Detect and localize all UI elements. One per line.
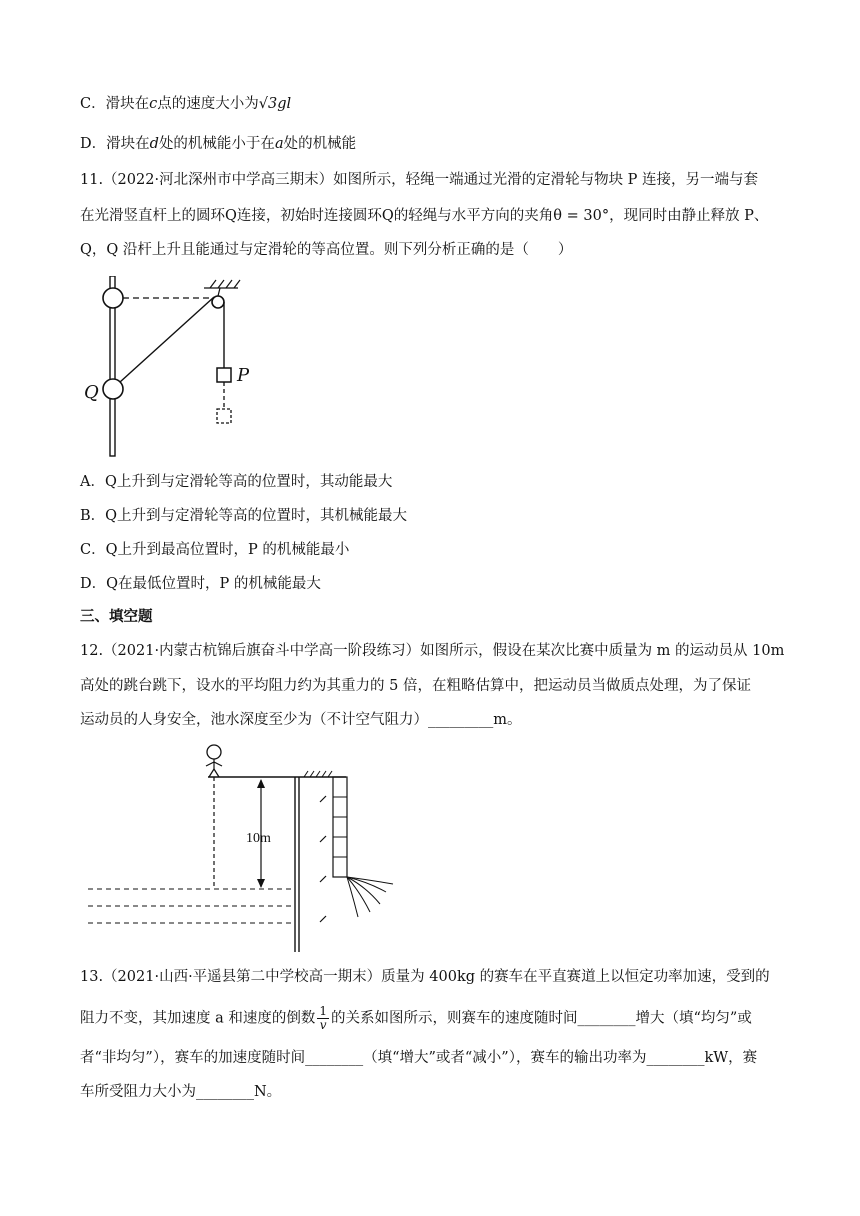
q11-option-c: C．Q上升到最高位置时，P 的机械能最小 [80,542,350,558]
diver-head [207,745,221,759]
q11-stem-line1: 11.（2022·河北深州市中学高三期末）如图所示，轻绳一端通过光滑的定滑轮与物块 P 连接，另一端与套 [80,172,759,188]
option-c-q10: C．滑块在c点的速度大小为√3gl [80,96,292,112]
q11-option-b: B．Q上升到与定滑轮等高的位置时，其机械能最大 [80,508,408,524]
q11-stem-line2: 在光滑竖直杆上的圆环Q连接，初始时连接圆环Q的轻绳与水平方向的夹角θ = 30°，现同时由静止释放 P、 [80,208,769,224]
diving-platform-figure [88,742,408,956]
block-p [217,368,231,382]
q13-stem-line1: 13.（2021·山西·平遥县第二中学校高一期末）质量为 400kg 的赛车在平直赛道上以恒定功率加速，受到的 [80,969,770,985]
q13-stem-line3: 者“非均匀”），赛车的加速度随时间________（填“增大”或者“减小”），赛车的输出功率为________kW，赛 [80,1050,758,1066]
rope-q-segment [120,297,214,382]
height-label: 10m [246,831,271,846]
q12-stem-line3: 运动员的人身安全，池水深度至少为（不计空气阻力）_________m。 [80,712,522,728]
label-q: Q [84,382,99,403]
q11-option-d: D．Q在最低位置时，P 的机械能最大 [80,576,321,592]
q11-option-a: A．Q上升到与定滑轮等高的位置时，其动能最大 [80,474,393,490]
q12-stem-line1: 12.（2021·内蒙古杭锦后旗奋斗中学高一阶段练习）如图所示，假设在某次比赛中质量为 m 的运动员从 10m [80,643,785,659]
block-p-final-position [217,409,231,423]
q13-stem-line4: 车所受阻力大小为________N。 [80,1084,282,1100]
tower-ladder [333,777,347,877]
pulley-ring-figure [80,276,280,460]
q13-stem-line2: 阻力不变，其加速度 a 和速度的倒数 $\frac{1}{v}$ 的关系如图所示，则赛车的速度随时间________增大（填“均匀”或 [80,1004,752,1032]
sqrt-expression: √3gl [258,96,292,112]
ring-top-position [103,288,123,308]
option-d-q10: D．滑块在d处的机械能小于在a处的机械能 [80,136,357,152]
q12-stem-line2: 高处的跳台跳下，设水的平均阻力约为其重力的 5 倍，在粗略估算中，把运动员当做质点处理，为了保证 [80,678,751,694]
fraction-one-over-v: $\frac{1}{v}$ [319,1004,328,1032]
label-p: P [237,365,250,386]
section-heading: 三、填空题 [80,608,153,625]
q11-stem-line3: Q，Q 沿杆上升且能通过与定滑轮的等高位置。则下列分析正确的是（ ） [80,242,573,258]
